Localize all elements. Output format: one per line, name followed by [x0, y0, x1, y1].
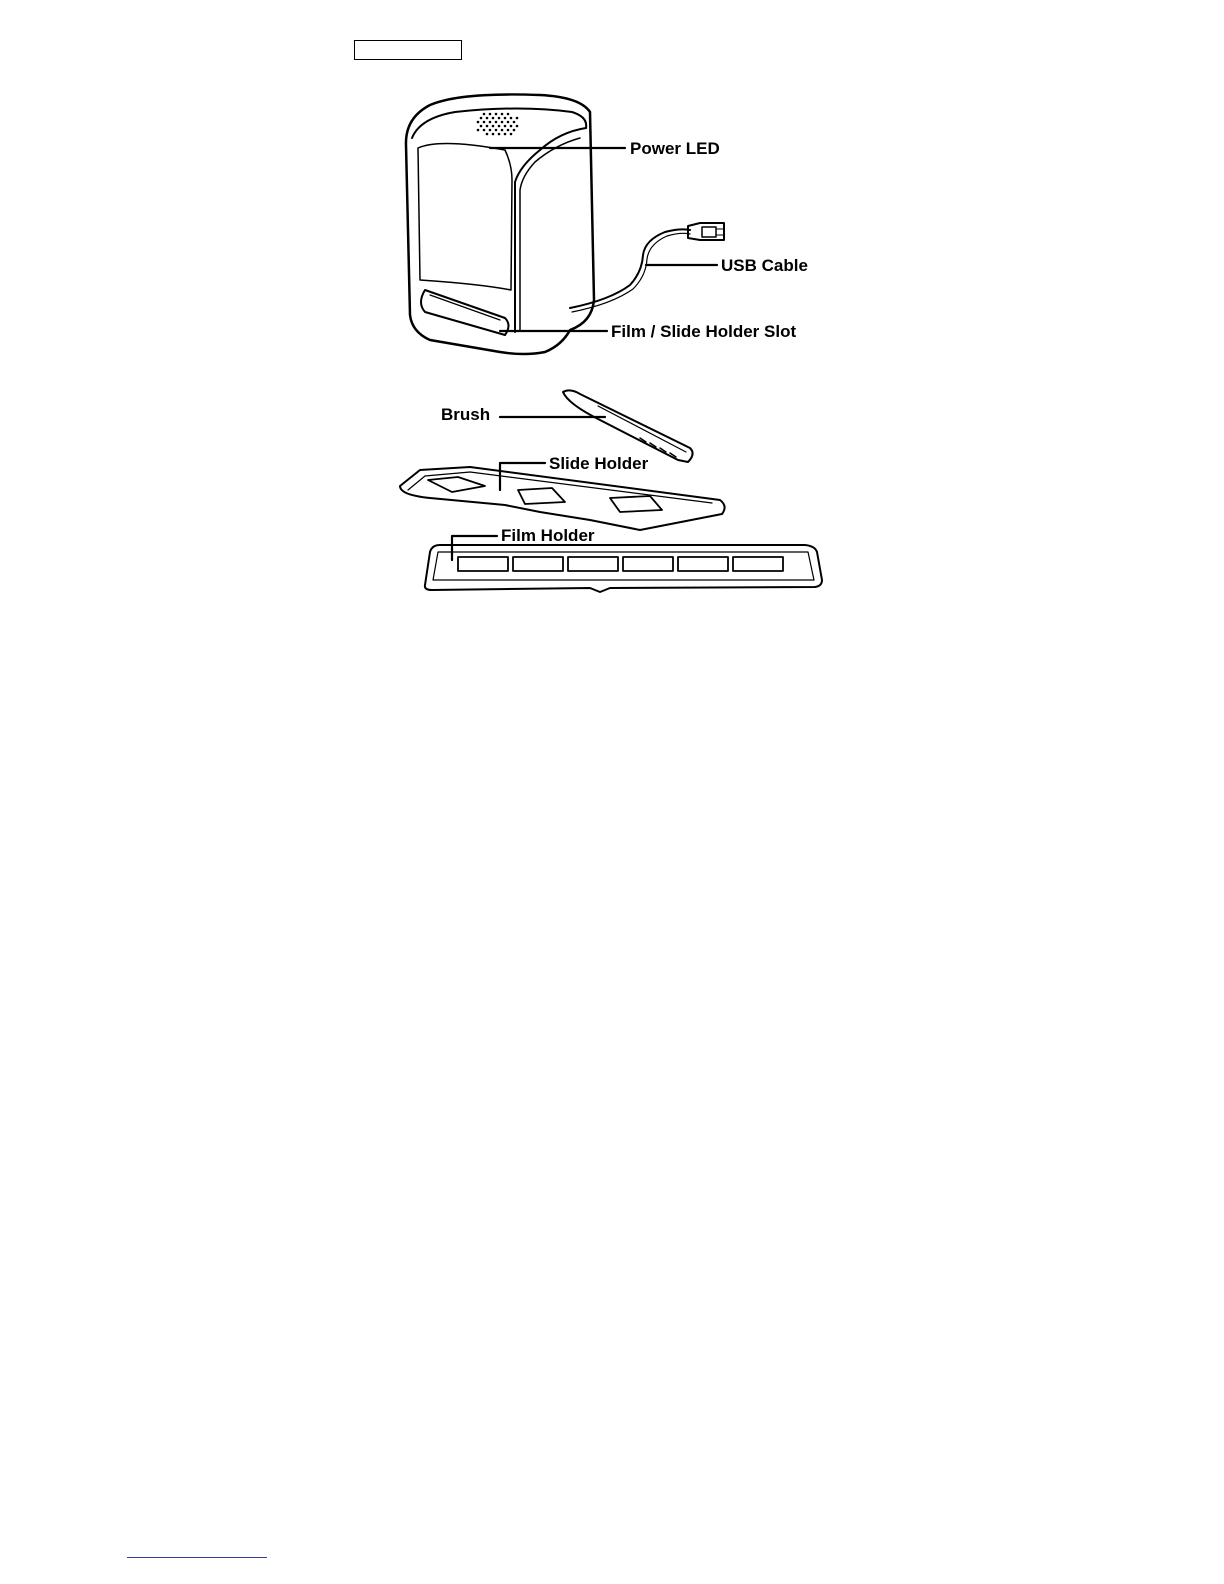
film-frame [568, 557, 618, 571]
brush [563, 390, 693, 462]
speaker-hole [510, 125, 513, 128]
label-usb-cable: USB Cable [721, 256, 808, 275]
speaker-hole [483, 121, 486, 124]
speaker-hole [492, 117, 495, 120]
speaker-hole [516, 117, 519, 120]
speaker-hole [510, 117, 513, 120]
speaker-hole [489, 129, 492, 132]
speaker-grille-icon [477, 113, 519, 136]
film-frame [623, 557, 673, 571]
speaker-hole [492, 133, 495, 136]
speaker-hole [501, 113, 504, 116]
speaker-hole [477, 129, 480, 132]
label-slide-holder: Slide Holder [549, 454, 649, 473]
usb-cable [570, 229, 690, 312]
label-brush: Brush [441, 405, 491, 424]
speaker-hole [486, 125, 489, 128]
speaker-hole [480, 125, 483, 128]
speaker-hole [504, 117, 507, 120]
speaker-hole [486, 133, 489, 136]
speaker-hole [513, 121, 516, 124]
slide-holder [400, 467, 725, 530]
speaker-hole [495, 121, 498, 124]
film-frame [733, 557, 783, 571]
speaker-hole [489, 113, 492, 116]
speaker-hole [492, 125, 495, 128]
speaker-hole [504, 125, 507, 128]
speaker-hole [498, 117, 501, 120]
speaker-hole [477, 121, 480, 124]
speaker-hole [516, 125, 519, 128]
speaker-hole [489, 121, 492, 124]
speaker-hole [507, 121, 510, 124]
speaker-hole [510, 133, 513, 136]
speaker-hole [504, 133, 507, 136]
label-holder-slot: Film / Slide Holder Slot [611, 322, 797, 341]
speaker-hole [507, 113, 510, 116]
usb-plug-icon [688, 223, 724, 240]
film-frame [678, 557, 728, 571]
speaker-hole [495, 129, 498, 132]
speaker-hole [486, 117, 489, 120]
speaker-hole [513, 129, 516, 132]
label-film-holder: Film Holder [501, 526, 595, 545]
footer-rule [127, 1557, 267, 1558]
film-holder [425, 545, 822, 592]
film-frame [513, 557, 563, 571]
speaker-hole [495, 113, 498, 116]
speaker-hole [498, 133, 501, 136]
speaker-hole [501, 121, 504, 124]
film-frame [458, 557, 508, 571]
speaker-hole [501, 129, 504, 132]
speaker-hole [483, 129, 486, 132]
label-power-led: Power LED [630, 139, 720, 158]
speaker-hole [480, 117, 483, 120]
speaker-hole [483, 113, 486, 116]
speaker-hole [498, 125, 501, 128]
speaker-hole [507, 129, 510, 132]
